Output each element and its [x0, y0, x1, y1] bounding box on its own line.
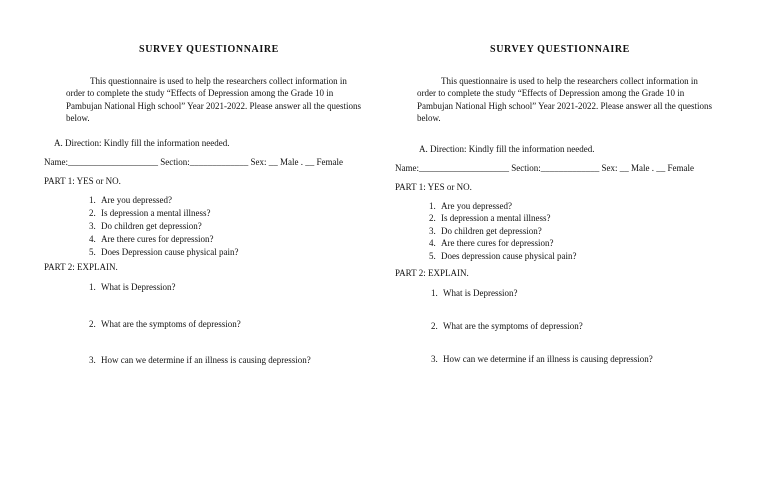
direction-text: A. Direction: Kindly fill the information needed.: [419, 144, 595, 154]
part2-heading: PART 2: EXPLAIN.: [395, 268, 469, 278]
list-item: 5. Does depression cause physical pain?: [429, 250, 577, 261]
list-item: 5. Does Depression cause physical pain?: [89, 247, 239, 257]
list-item: 2. Is depression a mental illness?: [89, 208, 211, 218]
part2-question-1: 1. What is Depression?: [431, 288, 518, 298]
info-fill-line: Name:____________________ Section:_____________ Sex: __ Male . __ Female: [395, 163, 694, 173]
part2-question-3: 3. How can we determine if an illness is causing depression?: [431, 354, 653, 364]
info-fill-line: Name:____________________ Section:_____________ Sex: __ Male . __ Female: [44, 157, 343, 167]
list-item: 4. Are there cures for depression?: [429, 238, 554, 249]
list-item: 3. Do children get depression?: [429, 225, 542, 236]
list-item: 1. Are you depressed?: [429, 201, 512, 211]
part1-question-list: [89, 194, 238, 259]
questionnaire-sheet-right: [395, 0, 735, 497]
part2-question-3: 3. How can we determine if an illness is causing depression?: [89, 355, 311, 365]
direction-text: A. Direction: Kindly fill the information needed.: [54, 138, 230, 148]
part1-heading: PART 1: YES or NO.: [395, 182, 472, 192]
part2-question-1: 1. What is Depression?: [89, 282, 176, 292]
intro-paragraph: This questionnaire is used to help the researchers collect information in order to complete the study “Effects of Depression among the Grade 10 in Pambujan National High school” Year 2021-2022. Please answer all the questions below.: [66, 76, 361, 124]
part2-question-2: 2. What are the symptoms of depression?: [431, 321, 583, 331]
list-item: 2. Is depression a mental illness?: [429, 213, 551, 224]
questionnaire-sheet-left: [44, 0, 384, 497]
part2-question-2: 2. What are the symptoms of depression?: [89, 319, 241, 329]
part2-heading: PART 2: EXPLAIN.: [44, 262, 118, 272]
page-title: SURVEY QUESTIONNAIRE: [139, 44, 279, 55]
part1-heading: PART 1: YES or NO.: [44, 176, 121, 186]
intro-paragraph: This questionnaire is used to help the researchers collect information in order to complete the study “Effects of Depression among the Grade 10 in Pambujan National High school” Year 2021-2022. Please answer all the questions below.: [417, 76, 712, 124]
page-title: SURVEY QUESTIONNAIRE: [490, 44, 630, 55]
list-item: 4. Are there cures for depression?: [89, 234, 214, 244]
list-item: 3. Do children get depression?: [89, 221, 202, 231]
list-item: 1. Are you depressed?: [89, 195, 172, 205]
part1-question-list: [429, 200, 576, 262]
